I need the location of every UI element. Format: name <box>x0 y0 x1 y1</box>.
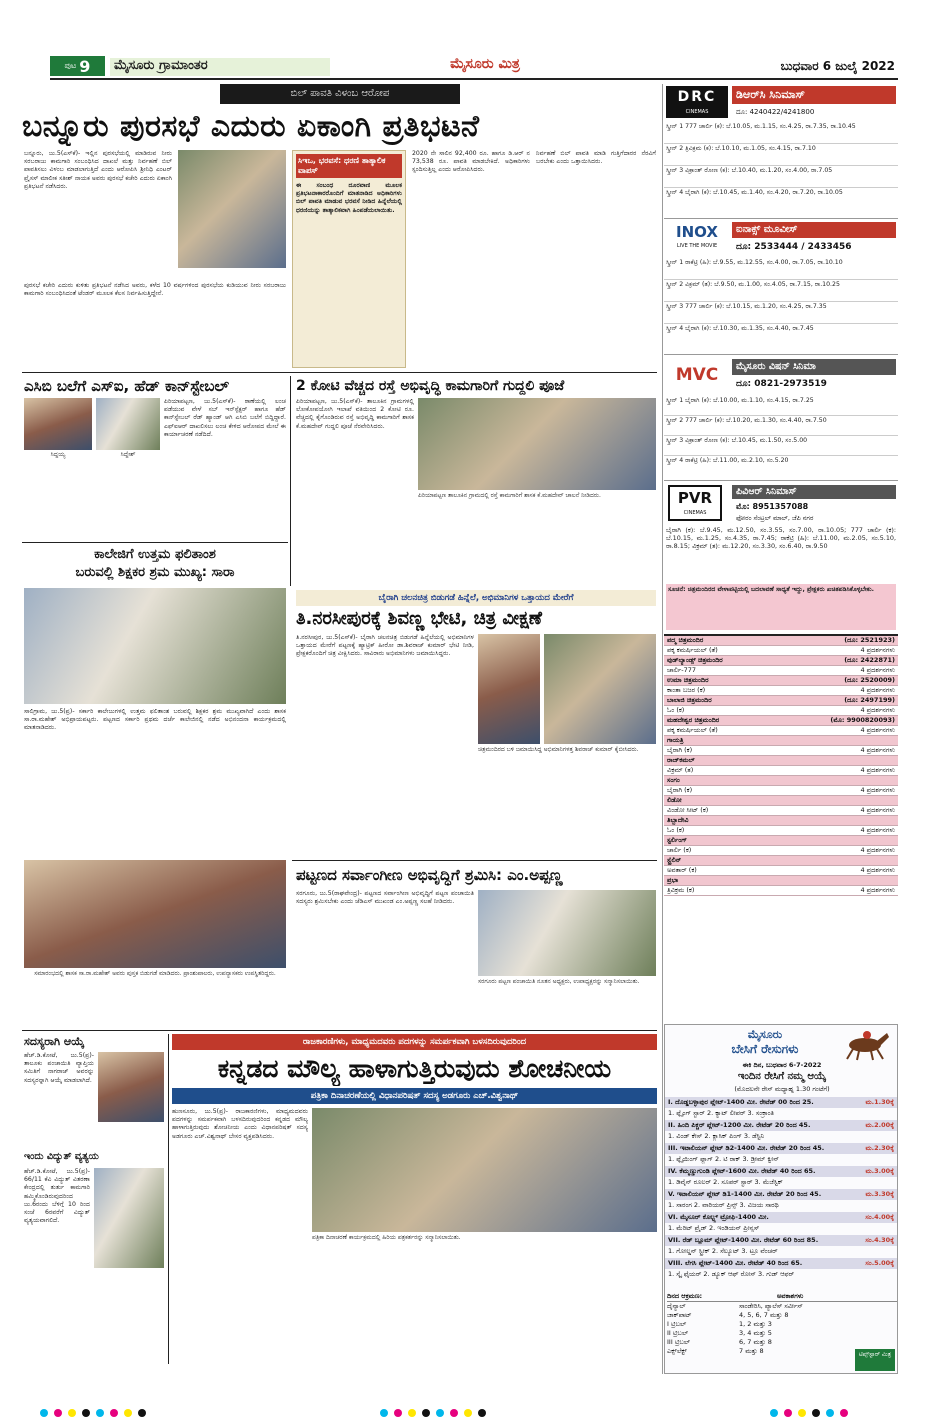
road-caption: ಪಿರಿಯಾಪಟ್ಟಣ ತಾಲೂಕಿನ ಗ್ರಾಮದಲ್ಲಿ ರಸ್ತೆ ಕಾಮಗಾರಿಗೆ ಶಾಸಕ ಕೆ.ಮಹದೇವ್ ಚಾಲನೆ ನೀಡಿದರು. <box>418 492 601 499</box>
movie-shows: 4 ಪ್ರದರ್ಶನಗಳು <box>860 746 895 754</box>
race-picks: 1. ಫ್ಲೈಯಿಂಗ್ ಫ್ಲಾಗ್ 2. ಟಿ ರಾಕ್ 3. ಡ್ರೀಮ್ ಕ್ವೀನ್ <box>668 1155 780 1163</box>
theatre-movie-row <box>664 886 898 896</box>
shivanna-photo-small <box>478 634 540 744</box>
races-box <box>664 1024 898 1374</box>
section-name: ಮೈಸೂರು ಗ್ರಾಮಾಂತರ <box>110 58 330 76</box>
pvr-logo <box>668 485 722 521</box>
pvr-logo-sub: CINEMAS <box>683 510 707 516</box>
drc-logo-sub: CINEMAS <box>685 109 709 115</box>
kannada-kicker-text: ರಾಜಕಾರಣಿಗಳು, ಮಾಧ್ಯಮದವರು ಪದಗಳನ್ನು ಸಮರ್ಪಕವಾಗಿ ಬಳಸದಿರುವುದರಿಂದ <box>302 1037 527 1047</box>
kannada-caption: ಪತ್ರಿಕಾ ದಿನಾಚರಣೆ ಕಾರ್ಯಕ್ರಮದಲ್ಲಿ ಹಿರಿಯ ಪತ್ರಕರ್ತರನ್ನು ಸನ್ಮಾನಿಸಲಾಯಿತು. <box>312 1234 461 1241</box>
appanna-body: ಸರಗೂರು, ಜು.5(ರಾಘವೇಂದ್ರ)- ಪಟ್ಟಣದ ಸರ್ವಾಂಗೀಣ ಅಭಿವೃದ್ಧಿಗೆ ಪಟ್ಟಣ ಪಂಚಾಯಿತಿ ಸದಸ್ಯರು ಶ್ರಮಿಸಬೇಕು ಎಂದು ಜೆಡಿಎಸ್ ಮುಖಂಡ ಎಂ.ಅಪ್ಪಣ್ಣ ಸಲಹೆ ನೀಡಿದರು. <box>296 890 474 906</box>
lead-headline: ಬನ್ನೂರು ಪುರಸಭೆ ಎದುರು ಏಕಾಂಗಿ ಪ್ರತಿಭಟನೆ <box>22 109 480 144</box>
acb-photo-left <box>24 398 92 450</box>
theatre-name-row <box>664 796 898 806</box>
race-title-row <box>665 1097 897 1108</box>
summary-head-left: ದಿನದ ಆಕ್ರಮಣ: <box>667 1292 703 1300</box>
movie-shows: 4 ಪ್ರದರ್ಶನಗಳು <box>860 826 895 834</box>
color-registration-marks <box>380 1402 580 1412</box>
pvr-schedule: ಬೈರಾಗಿ (ಕ): ಬೆ.9.45, ಮ.12.50, ಸಂ.3.55, ಸಂ.7.00, ರಾ.10.05; 777 ಚಾರ್ಲಿ (ಕ): ಬೆ.10.15, ಮ.1.25, ಸಂ.4.35, ರಾ.7.45; ರಾಕೆಟ್ರಿ (ಹಿ): ಬೆ.11.00, ಮ.2.05, ಸಂ.5.10, ರಾ.8.15; ವಿಕ್ರಮ್ (ತ): ಮ.12.20, ಸಂ.3.30, ಸಂ.6.40, ರಾ.9.50 <box>666 526 896 551</box>
kannada-body: ಹುಣಸೂರು, ಜು.5(ಪ್ರ)- ರಾಜಕಾರಣಿಗಳು, ಮಾಧ್ಯಮದವರು ಪದಗಳನ್ನು ಸಮರ್ಪಕವಾಗಿ ಬಳಸದಿರುವುದರಿಂದ ಕನ್ನಡದ ಮೌಲ್ಯ ಹಾಳಾಗುತ್ತಿರುವುದು ಶೋಚನೀಯ ಎಂದು ವಿಧಾನಪರಿಷತ್ ಸದಸ್ಯ ಅಡಗೂರು ಎಚ್.ವಿಶ್ವನಾಥ್ ಬೇಸರ ವ್ಯಕ್ತಪಡಿಸಿದರು. <box>172 1108 308 1140</box>
theatre-movie-row <box>664 786 898 796</box>
summary-label: ಜಾಕ್‌ಪಾಟ್ <box>667 1311 692 1319</box>
movie-title: ಬೈರಾಗಿ (ಕ) <box>667 786 693 794</box>
power-brief-body: ಹೆಚ್.ಡಿ.ಕೋಟೆ, ಜು.5(ಪ್ರ)- 66/11 ಕೆವಿ ವಿದ್ಯುತ್ ವಿತರಣಾ ಕೇಂದ್ರದಲ್ಲಿ ತುರ್ತು ಕಾಮಗಾರಿ ಹಮ್ಮಿಕೊಂಡಿರುವುದರಿಂದ ಜು.6ರಂದು ಬೆಳಿಗ್ಗೆ 10 ರಿಂದ ಸಂಜೆ 6ರವರೆಗೆ ವಿದ್ಯುತ್ ವ್ಯತ್ಯಯವಾಗಲಿದೆ. <box>24 1168 90 1225</box>
color-registration-marks <box>40 1402 240 1412</box>
drc-phone: ದೂ: 4240422/4241800 <box>736 108 815 116</box>
shivanna-kicker-text: ಬೈರಾಗಿ ಚಲನಚಿತ್ರ ಬಿಡುಗಡೆ ಹಿನ್ನೆಲೆ, ಅಭಿಮಾನಿಗಳ ಒತ್ತಾಯದ ಮೇರೆಗೆ <box>378 593 574 603</box>
theatre-name: ಪದ್ಮ ಚಿತ್ರಮಂದಿರ <box>667 636 704 644</box>
summary-row <box>667 1311 897 1320</box>
movie-shows: 4 ಪ್ರದರ್ಶನಗಳು <box>860 766 895 774</box>
movie-shows: 4 ಪ್ರದರ್ಶನಗಳು <box>860 886 895 894</box>
theatre-movie-row <box>664 806 898 816</box>
theatre-phone: (ದೂ: 2520009) <box>844 676 895 684</box>
race-list <box>665 1097 897 1287</box>
theatre-name-row <box>664 856 898 866</box>
horse-icon <box>837 1027 893 1061</box>
college-body: ಸಾಲಿಗ್ರಾಮ, ಜು.5(ಪ್ರ)- ಸರ್ಕಾರಿ ಕಾಲೇಜುಗಳಲ್ಲಿ ಉತ್ತಮ ಫಲಿತಾಂಶ ಬರುವಲ್ಲಿ ಶಿಕ್ಷಕರ ಶ್ರಮ ಮುಖ್ಯವಾಗಿದೆ ಎಂದು ಶಾಸಕ ಸಾ.ರಾ.ಮಹೇಶ್ ಅಭಿಪ್ರಾಯಪಟ್ಟರು. ಪಟ್ಟಣದ ಸರ್ಕಾರಿ ಪ್ರಥಮ ದರ್ಜೆ ಕಾಲೇಜಿನಲ್ಲಿ ನಡೆದ ಅಭಿನಂದನಾ ಕಾರ್ಯಕ್ರಮದಲ್ಲಿ ಮಾತನಾಡಿದರು. <box>24 708 286 732</box>
summary-row <box>667 1329 897 1338</box>
race-time: ಮ.3.30ಕ್ಕೆ <box>865 1190 894 1198</box>
race-title: V. ಇಟಾಲಿಯನ್ ಪ್ಲೇಟ್ ಡಿ1-1400 ಮೀ. ರೇಟೆಡ್ 20 ರಿಂದ 45. <box>668 1190 822 1198</box>
page-number: 9 <box>79 56 91 76</box>
theatre-movie-row <box>664 746 898 756</box>
race-picks: 1. ಡಿವೈನ್ ರೂಲರ್ 2. ಸೂಪರ್ ಸ್ಟಾರ್ 3. ಮೆಜೆಸ್ಟಿಕ್ <box>668 1178 783 1186</box>
summary-value: 6, 7 ಮತ್ತು 8 <box>739 1338 772 1346</box>
college-caption: ಸಮಾರಂಭದಲ್ಲಿ ಶಾಸಕ ಸಾ.ರಾ.ಮಹೇಶ್ ಅವರು ಪುಸ್ತಕ ಬಿಡುಗಡೆ ಮಾಡಿದರು. ಪ್ರಾಂಶುಪಾಲರು, ಉಪನ್ಯಾಸಕರು ಉಪಸ್ಥಿತರಿದ್ದರು. <box>34 970 276 977</box>
race-title-row <box>665 1258 897 1269</box>
college-headline-2: ಬರುವಲ್ಲಿ ಶಿಕ್ಷಕರ ಶ್ರಮ ಮುಖ್ಯ: ಸಾರಾ <box>75 565 235 580</box>
summary-label: I ಟ್ರಿಬಲ್ <box>667 1320 687 1328</box>
pvr-name: ಪಿವಿಆರ್ ಸಿನಿಮಾಸ್ <box>732 485 896 499</box>
power-photo <box>94 1168 164 1268</box>
summary-label: III ಟ್ರಿಬಲ್ <box>667 1338 691 1346</box>
mvc-name: ಮೈಸೂರು ವಿಷನ್ ಸಿನಿಮಾ <box>732 359 896 375</box>
theatre-list <box>664 634 898 1024</box>
race-title: I. ದೊಡ್ಡಬಳ್ಳಾಪುರ ಪ್ಲೇಟ್-1400 ಮೀ. ರೇಟೆಡ್ 00 ರಿಂದ 25. <box>668 1098 814 1106</box>
appanna-caption: ಸರಗೂರು ಪಟ್ಟಣ ಪಂಚಾಯಿತಿ ನೂತನ ಅಧ್ಯಕ್ಷರು, ಉಪಾಧ್ಯಕ್ಷರನ್ನು ಸನ್ಮಾನಿಸಲಾಯಿತು. <box>478 978 640 985</box>
mvc-phone: ದೂ: 0821-2973519 <box>736 379 827 389</box>
summary-label: ದೈನ್ಯಾಲ್ <box>667 1302 686 1310</box>
theatre-phone: (ದೂ: 2497199) <box>844 696 895 704</box>
theatre-movie-row <box>664 686 898 696</box>
summary-value: 3, 4 ಮತ್ತು 5 <box>739 1329 772 1337</box>
theatre-name: ಲಿಡೋ <box>667 796 682 804</box>
movie-shows: 4 ಪ್ರದರ್ಶನಗಳು <box>860 706 895 714</box>
movie-title: ಕಾಂತಾ ಬಜರ (ಕ) <box>667 686 706 694</box>
pvr-logo-text: PVR <box>677 489 713 507</box>
movie-title: ಪಕ್ಕ ಕಮರ್ಷಿಯಲ್ (ತೆ) <box>667 646 718 654</box>
kannada-subhead-text: ಪತ್ರಿಕಾ ದಿನಾಚರಣೆಯಲ್ಲಿ ವಿಧಾನಪರಿಷತ್ ಸದಸ್ಯ ಅಡಗೂರು ಎಚ್.ವಿಶ್ವನಾಥ್ <box>310 1091 519 1101</box>
appanna-body-2 <box>478 996 656 1026</box>
page-word: ಪುಟ <box>64 61 77 70</box>
race-title: VII. ರೆಡ್ ಬ್ಲೂಮ್ ಪ್ಲೇಟ್-1400 ಮೀ. ರೇಟೆಡ್ 60 ರಿಂದ 85. <box>668 1236 819 1244</box>
member-brief-title: ಸದಸ್ಯರಾಗಿ ಆಯ್ಕೆ <box>24 1035 85 1048</box>
race-time: ಸಂ.4.30ಕ್ಕೆ <box>865 1236 894 1244</box>
theatre-movie-row <box>664 666 898 676</box>
race-title: II. ಹಿಂದಿ ಪಿಕ್ಚರ್ ಪ್ಲೇಟ್-1200 ಮೀ. ರೇಟೆಡ್ 20 ರಿಂದ 45. <box>668 1121 811 1129</box>
member-brief-body: ಹೆಚ್.ಡಿ.ಕೋಟೆ, ಜು.5(ಪ್ರ)- ತಾಲೂಕು ಪಂಚಾಯಿತಿ ವ್ಯಾಪ್ತಿಯ ಸಮಿತಿಗೆ ನಾಗರಾಜ್ ಅವರನ್ನು ಸದಸ್ಯರನ್ನಾಗಿ ಆಯ್ಕೆ ಮಾಡಲಾಗಿದೆ. <box>24 1052 94 1084</box>
shivanna-headline: ತಿ.ನರಸೀಪುರಕ್ಕೆ ಶಿವಣ್ಣ ಭೇಟಿ, ಚಿತ್ರ ವೀಕ್ಷಣೆ <box>296 608 542 629</box>
inox-schedule <box>664 258 898 350</box>
movie-shows: 4 ಪ್ರದರ್ಶನಗಳು <box>860 726 895 734</box>
divider <box>292 860 657 861</box>
shivanna-body: ತಿ.ನರಸೀಪುರ, ಜು.5(ಎಸ್‌ಕೆ)- ಬೈರಾಗಿ ಚಲನಚಿತ್ರ ಬಿಡುಗಡೆ ಹಿನ್ನೆಲೆಯಲ್ಲಿ ಅಭಿಮಾನಿಗಳ ಒತ್ತಾಯದ ಮೇರೆಗೆ ಪಟ್ಟಣಕ್ಕೆ ಹ್ಯಾಟ್ರಿಕ್ ಹೀರೋ ಡಾ.ಶಿವರಾಜ್ ಕುಮಾರ್ ಭೇಟಿ ನೀಡಿ, ಪ್ರೇಕ್ಷಕರೊಂದಿಗೆ ಚಿತ್ರ ವೀಕ್ಷಿಸಿದರು. ಸಾವಿರಾರು ಅಭಿಮಾನಿಗಳು ಜಮಾಯಿಸಿದ್ದರು. <box>296 634 474 658</box>
theatre-movie-row <box>664 706 898 716</box>
mvc-logo <box>666 359 728 391</box>
inox-phone: ದೂ: 2533444 / 2433456 <box>736 242 852 252</box>
road-photo <box>418 398 656 490</box>
summary-head-right: ಅವಕಾಶಗಳು <box>777 1292 804 1300</box>
races-date: ಈಕಿ ದಿನ, ಬುಧವಾರ 6-7-2022 <box>742 1061 822 1069</box>
college-photo <box>24 588 286 704</box>
theatre-name: ರಾಜ್‌ಕಮಲ್ <box>667 756 695 764</box>
theatre-name: ಗಾಯತ್ರಿ <box>667 736 684 744</box>
movie-shows: 4 ಪ್ರದರ್ಶನಗಳು <box>860 846 895 854</box>
movie-title: ಪಕ್ಕ ಕಮರ್ಷಿಯಲ್ (ತೆ) <box>667 726 718 734</box>
theatre-phone: (ಮೊ: 9900820093) <box>830 716 895 724</box>
race-title-row <box>665 1212 897 1223</box>
kannada-headline: ಕನ್ನಡದ ಮೌಲ್ಯ ಹಾಳಾಗುತ್ತಿರುವುದು ಶೋಚನೀಯ <box>217 1054 612 1083</box>
appanna-photo <box>478 890 656 976</box>
theatre-name: ವುಡ್‌ಲ್ಯಾಂಡ್ಸ್ ಚಿತ್ರಮಂದಿರ <box>667 656 723 664</box>
pvr-address: ಫೋರಂ ಸೆಂಟ್ರಲ್ ಮಾಲ್, ಜೆಪಿ ನಗರ <box>736 514 814 522</box>
kannada-photo <box>312 1108 657 1232</box>
shivanna-caption: ಚಿತ್ರಮಂದಿರದ ಬಳಿ ಜಮಾಯಿಸಿದ್ದ ಅಭಿಮಾನಿಗಳತ್ತ ಶಿವರಾಜ್ ಕುಮಾರ್ ಕೈಬೀಸಿದರು. <box>478 746 639 753</box>
theatre-name-row <box>664 656 898 666</box>
drc-schedule <box>664 122 898 216</box>
member-photo <box>98 1052 164 1122</box>
summary-rows <box>667 1302 897 1356</box>
power-brief-title: ಇಂದು ವಿದ್ಯುತ್ ವ್ಯತ್ಯಯ <box>24 1151 99 1162</box>
theatre-name: ಪ್ರಭಾ <box>667 876 679 884</box>
mvc-row: ಸ್ಕ್ರೀನ್ 2 777 ಚಾರ್ಲಿ (ಕ): ಬೆ.10.20, ಮ.1.30, ಸಂ.4.40, ರಾ.7.50 <box>664 416 898 436</box>
movie-title: ಅವತಾರ್ (ಕ) <box>667 866 697 874</box>
race-time: ಮ.2.00ಕ್ಕೆ <box>865 1121 894 1129</box>
college-headline-1: ಕಾಲೇಜಿಗೆ ಉತ್ತಮ ಫಲಿತಾಂಶ <box>94 547 216 562</box>
acb-caption-left: ಸಿದ್ದಯ್ಯ <box>50 451 66 458</box>
theatre-name-row <box>664 676 898 686</box>
kannada-body-4 <box>544 1246 657 1364</box>
movie-title: ಓಂ (ಕ) <box>667 826 685 834</box>
theatre-name-row <box>664 816 898 826</box>
lead-kicker <box>220 84 460 104</box>
race-title-row <box>665 1235 897 1246</box>
lead-body-col5: ನಿರ್ವಹಣೆ ಬಿಲ್ ಪಾವತಿ ಮಾಡಿ ಗುತ್ತಿಗೆದಾರರ ನೆರವಿಗೆ ಬರಬೇಕು ಎಂದು ಒತ್ತಾಯಿಸಿದರು. <box>536 150 656 166</box>
lead-sidebar-text: ಈ ಸಂಬಂಧ ದೂರವಾಣಿ ಮೂಲಕ ಪ್ರತಿಭಟನಾಕಾರರೊಂದಿಗೆ ಮಾತನಾಡಿದ ಅಧಿಕಾರಿಗಳು ಬಿಲ್ ಪಾವತಿ ಮಾಡುವ ಭರವಸೆ ನೀಡಿದ ಹಿನ್ನೆಲೆಯಲ್ಲಿ ಧರಣಿಯನ್ನು ತಾತ್ಕಾಲಿಕವಾಗಿ ಹಿಂಪಡೆಯಲಾಯಿತು. <box>296 182 402 214</box>
race-picks: 1. ವಿಂಡ್ ಕೇಸ್ 2. ಕ್ಲಾಸಿಕ್ ಪಿಂಗ್ 3. ಡೆಸ್ಟಿನಿ <box>668 1132 765 1140</box>
theatre-name-row <box>664 776 898 786</box>
theatre-movie-row <box>664 846 898 856</box>
acb-body: ಪಿರಿಯಾಪಟ್ಟಣ, ಜು.5(ಎಸ್‌ಕೆ)- ಠಾಣೆಯಲ್ಲಿ ಲಂಚ ಪಡೆಯುವ ವೇಳೆ ಸಬ್ ಇನ್‌ಸ್ಪೆಕ್ಟರ್ ಹಾಗೂ ಹೆಡ್ ಕಾನ್‌ಸ್ಟೇಬಲ್ ರೆಡ್ ಹ್ಯಾಂಡ್ ಆಗಿ ಎಸಿಬಿ ಬಲೆಗೆ ಬಿದ್ದಿದ್ದಾರೆ. ಎಫ್‌ಐಆರ್ ದಾಖಲಿಸಲು ಲಂಚ ಕೇಳಿದ ಆರೋಪದ ಮೇಲೆ ಈ ಕಾರ್ಯಾಚರಣೆ ನಡೆದಿದೆ. <box>164 398 286 438</box>
movie-title: ವಿಂಡೋ ಸೀಟ್ (ಕ) <box>667 806 709 814</box>
inox-header <box>664 218 898 256</box>
divider <box>290 376 291 586</box>
road-body-2 <box>418 510 656 584</box>
summary-row <box>667 1302 897 1311</box>
theatre-phone: (ದೂ: 2521923) <box>844 636 895 644</box>
race-title: VIII. ಲೆಗಸಿ ಪ್ಲೇಟ್-1400 ಮೀ. ರೇಟೆಡ್ 40 ರಿಂದ 65. <box>668 1259 803 1267</box>
inox-logo <box>666 222 728 254</box>
shivanna-kicker <box>296 590 656 606</box>
theatre-phone: (ದೂ: 2422871) <box>844 656 895 664</box>
theatre-name: ಸಂಗಂ <box>667 776 680 784</box>
theatre-movie-row <box>664 646 898 656</box>
race-time: ಮ.2.30ಕ್ಕೆ <box>865 1144 894 1152</box>
race-time: ಸಂ.5.00ಕ್ಕೆ <box>865 1259 894 1267</box>
mvc-header <box>664 354 898 394</box>
acb-photo-right <box>96 398 160 450</box>
lead-photo <box>178 150 286 268</box>
kannada-body-3 <box>428 1246 540 1364</box>
page-label <box>50 56 105 76</box>
movie-shows: 4 ಪ್ರದರ್ಶನಗಳು <box>860 646 895 654</box>
race-time: ಮ.3.00ಕ್ಕೆ <box>865 1167 894 1175</box>
inox-row: ಸ್ಕ್ರೀನ್ 4 ಬೈರಾಗಿ (ಕ): ಬೆ.10.30, ಮ.1.35, ಸಂ.4.40, ರಾ.7.45 <box>666 325 814 332</box>
drc-row: ಸ್ಕ್ರೀನ್ 2 ತ್ರಿವಿಕ್ರಮ (ಕ): ಬೆ.10.10, ಮ.1.05, ಸಂ.4.15, ರಾ.7.10 <box>664 144 898 166</box>
movie-title: ಚಾರ್ಲಿ-777 <box>667 666 696 674</box>
masthead <box>50 54 898 80</box>
theatre-movie-row <box>664 826 898 836</box>
pvr-phone: ಮೊ: 8951357088 <box>736 502 809 511</box>
theatre-name: ಬಾಲಾಜಿ ಚಿತ್ರಮಂದಿರ <box>667 696 712 704</box>
summary-label: II ಟ್ರಿಬಲ್ <box>667 1329 689 1337</box>
road-body: ಪಿರಿಯಾಪಟ್ಟಣ, ಜು.5(ಎಸ್‌ಕೆ)- ತಾಲೂಕಿನ ಗ್ರಾಮಗಳಲ್ಲಿ ಲೋಕೋಪಯೋಗಿ ಇಲಾಖೆ ವತಿಯಿಂದ 2 ಕೋಟಿ ರೂ. ವೆಚ್ಚದಲ್ಲಿ ಕೈಗೊಂಡಿರುವ ರಸ್ತೆ ಅಭಿವೃದ್ಧಿ ಕಾಮಗಾರಿಗೆ ಶಾಸಕ ಕೆ.ಮಹದೇವ್ ಗುದ್ದಲಿ ಪೂಜೆ ನೆರವೇರಿಸಿದರು. <box>296 398 414 430</box>
kannada-body-2 <box>312 1246 424 1364</box>
movie-title: ಬೈರಾಗಿ (ಕ) <box>667 746 693 754</box>
race-picks: 1. ಸಾರಂಗ 2. ವಾರಿಯರ್ ಪ್ರಿನ್ಸ್ 3. ವಿಜಯ ಸಾರಥಿ <box>668 1201 779 1209</box>
kannada-subhead <box>172 1088 657 1104</box>
movie-shows: 4 ಪ್ರದರ್ಶನಗಳು <box>860 866 895 874</box>
lead-sidebar-title: ಸಿಇಒ, ಭರವಸೆ: ಧರಣಿ ತಾತ್ಕಾಲಿಕ ವಾಪಸ್ <box>296 154 402 178</box>
movie-title: ತ್ರಿವಿಕ್ರಮ (ಕ) <box>667 886 695 894</box>
divider <box>168 1034 169 1364</box>
race-title-row <box>665 1166 897 1177</box>
theatre-name-row <box>664 736 898 746</box>
lead-sidebar <box>292 150 406 368</box>
theatre-name-row <box>664 836 898 846</box>
divider <box>22 1030 657 1031</box>
mvc-row: ಸ್ಕ್ರೀನ್ 1 ಬೈರಾಗಿ (ಕ): ಬೆ.10.00, ಮ.1.10, ಸಂ.4.15, ರಾ.7.25 <box>664 396 898 416</box>
movie-shows: 4 ಪ್ರದರ್ಶನಗಳು <box>860 666 895 674</box>
drc-header <box>664 84 898 120</box>
race-title-row <box>665 1120 897 1131</box>
summary-value: 1, 2 ಮತ್ತು 3 <box>739 1320 772 1328</box>
drc-row: ಸ್ಕ್ರೀನ್ 4 ಬೈರಾಗಿ (ಕ): ಬೆ.10.45, ಮ.1.40, ಸಂ.4.20, ರಾ.7.20, ರಾ.10.05 <box>666 189 843 196</box>
acb-headline: ಎಸಿಬಿ ಬಲೆಗೆ ಎಸ್‌ಐ, ಹೆಡ್ ಕಾನ್‌ಸ್ಟೇಬಲ್ <box>24 377 229 395</box>
races-subtitle: ಇಂದಿನ ರೇಸಿಗೆ ನಮ್ಮ ಆಯ್ಕೆ <box>737 1071 827 1082</box>
shivanna-photo-crowd <box>544 634 656 744</box>
pvr-header <box>664 480 898 524</box>
drc-logo <box>666 86 728 118</box>
summary-label: ಎಕ್ಸ್‌ಲೆಕ್ಟ್ <box>667 1347 687 1355</box>
drc-row: ಸ್ಕ್ರೀನ್ 3 ವಿಕ್ರಾಂತ್ ರೋಣ (ಕ): ಬೆ.10.40, ಮ.1.20, ಸಂ.4.00, ರಾ.7.05 <box>664 166 898 188</box>
divider <box>22 372 657 373</box>
theatre-movie-row <box>664 726 898 736</box>
theatre-name: ತಿಬ್ಬಾದೇವಿ <box>667 816 689 824</box>
summary-row <box>667 1338 897 1347</box>
race-time: ಸಂ.4.00ಕ್ಕೆ <box>865 1213 894 1221</box>
inox-row: ಸ್ಕ್ರೀನ್ 3 777 ಚಾರ್ಲಿ (ಕ): ಬೆ.10.15, ಮ.1.20, ಸಂ.4.25, ರಾ.7.35 <box>664 302 898 324</box>
acb-caption-right: ಸಿದ್ದೇಶ್ <box>120 451 136 458</box>
road-headline: 2 ಕೋಟಿ ವೆಚ್ಚದ ರಸ್ತೆ ಅಭಿವೃದ್ಧಿ ಕಾಮಗಾರಿಗೆ ಗುದ್ದಲಿ ಪೂಜೆ <box>296 378 565 394</box>
drc-row: ಸ್ಕ್ರೀನ್ 1 777 ಚಾರ್ಲಿ (ಕ): ಬೆ.10.05, ಮ.1.15, ಸಂ.4.25, ರಾ.7.35, ರಾ.10.45 <box>664 122 898 144</box>
college-photo-2 <box>24 860 286 968</box>
pvr-note: ಸೂಚನೆ: ಚಿತ್ರಮಂದಿರದ ವೇಳಾಪಟ್ಟಿಯಲ್ಲಿ ಬದಲಾವಣೆ ಸಾಧ್ಯತೆ ಇದ್ದು, ಪ್ರೇಕ್ಷಕರು ಖಚಿತಪಡಿಸಿಕೊಳ್ಳಬೇಕು. <box>666 584 896 630</box>
inox-logo-text: INOX <box>676 223 718 241</box>
appanna-headline: ಪಟ್ಟಣದ ಸರ್ವಾಂಗೀಣ ಅಭಿವೃದ್ಧಿಗೆ ಶ್ರಮಿಸಿ: ಎಂ.ಅಪ್ಪಣ್ಣ <box>296 866 563 884</box>
race-picks: 1. ಮೆರಿಟ್ ಪ್ರೈಡ್ 2. ಇಂಡಿಯನ್ ಪ್ರೀನ್ಸಸ್ <box>668 1224 760 1232</box>
mvc-schedule <box>664 396 898 476</box>
lead-kicker-text: ಬಿಲ್ ಪಾವತಿ ವಿಳಂಬ ಆರೋಪ <box>290 88 390 99</box>
theatre-name-row <box>664 756 898 766</box>
race-picks: 1. ಸ್ಕೈ ಫೈಯರ್ 2. ಡ್ಯೂಕ್ ಆಫ್ ರೋಸ್ 3. ಗುಡ್ ಆಫರ್ <box>668 1270 795 1278</box>
theatre-name-row <box>664 876 898 886</box>
theatre-name-row <box>664 716 898 726</box>
movie-shows: 4 ಪ್ರದರ್ಶನಗಳು <box>860 686 895 694</box>
divider <box>22 542 288 543</box>
mvc-row: ಸ್ಕ್ರೀನ್ 4 ರಾಕೆಟ್ರಿ (ಹಿ): ಬೆ.11.00, ಮ.2.10, ಸಂ.5.20 <box>666 457 789 464</box>
theatre-movie-row <box>664 766 898 776</box>
shivanna-body-2 <box>478 766 656 858</box>
races-summary <box>667 1291 897 1373</box>
issue-date: ಬುಧವಾರ 6 ಜುಲೈ 2022 <box>780 59 895 73</box>
race-picks: 1. ಗೋಲ್ಡನ್ ಸ್ಟ್ರೀಕ್ 2. ಸೆಲ್ಯೂಟ್ 3. ಟ್ರೂ ವೆಂಚರ್ <box>668 1247 778 1255</box>
race-title: III. ಇಟಾಲಿಯನ್ ಪ್ಲೇಟ್ ಡಿ2-1400 ಮೀ. ರೇಟೆಡ್ 20 ರಿಂದ 45. <box>668 1144 825 1152</box>
races-title-2: ಬೇಸಿಗೆ ರೇಸುಗಳು <box>731 1042 799 1056</box>
movie-title: ಚಾರ್ಲಿ (ಕ) <box>667 846 692 854</box>
inox-row: ಸ್ಕ್ರೀನ್ 1 ರಾಕೆಟ್ರಿ (ಹಿ): ಬೆ.9.55, ಮ.12.55, ಸಂ.4.00, ರಾ.7.05, ರಾ.10.10 <box>664 258 898 280</box>
drc-logo-text: DRC <box>677 89 717 105</box>
kannada-kicker <box>172 1034 657 1050</box>
movie-title: ವಿಕ್ರಮ್ (ತ) <box>667 766 694 774</box>
lead-body-col1: ಬನ್ನೂರು, ಜು.5(ಎಸ್‌ಕೆ)- ಇಲ್ಲಿನ ಪುರಸಭೆಯಲ್ಲಿ ಮಾಡಿರುವ ನೀರು ಸರಬರಾಜು ಕಾಮಗಾರಿ ಸಂಬಂಧಿಸಿದ ದಾಖಲೆ ಮತ್ತು ನಿರ್ವಹಣೆ ಬಿಲ್ ಪಾವತಿಸಲು ವಿಳಂಬ ಮಾಡಲಾಗುತ್ತಿದೆ ಎಂದು ಆರೋಪಿಸಿ ಶ್ರೀನಿಧಿ ಎಂಟರ್ ಪ್ರೈಸಸ್ ಮಾಲೀಕ ಸತೀಶ್ ನಾಯಕ ಅವರು ಪುರಸಭೆ ಕಚೇರಿ ಎದುರು ಏಕಾಂಗಿ ಪ್ರತಿಭಟನೆ ನಡೆಸಿದರು. <box>24 150 172 190</box>
drc-name: ಡಿಆರ್‌ಸಿ ಸಿನಿಮಾಸ್ <box>732 86 896 104</box>
inox-row: ಸ್ಕ್ರೀನ್ 2 ವಿಕ್ರಮ್ (ತ): ಬೆ.9.50, ಮ.1.00, ಸಂ.4.05, ರಾ.7.15, ರಾ.10.25 <box>664 280 898 302</box>
lead-body-col2: ಪುರಸಭೆ ಕಚೇರಿ ಎದುರು ಕುಳಿತು ಪ್ರತಿಭಟನೆ ನಡೆಸಿದ ಅವರು, ಕಳೆದ 10 ವರ್ಷಗಳಿಂದ ಪುರಸಭೆಯ ಕುಡಿಯುವ ನೀರು ಸರಬರಾಜು ಕಾಮಗಾರಿ ಸಂಬಂಧಿಸಿದಂತೆ ಟೆಂಡರ್ ಮೂಲಕ ಕೆಲಸ ನಿರ್ವಹಿಸುತ್ತಿದ್ದೇನೆ. <box>24 282 286 298</box>
mvc-logo-text: MVC <box>675 365 719 385</box>
race-title: IV. ಕೆಮ್ಮಣ್ಣುಗುಂಡಿ ಪ್ಲೇಟ್-1600 ಮೀ. ರೇಟೆಡ್ 40 ರಿಂದ 65. <box>668 1167 816 1175</box>
color-registration-marks <box>770 1402 930 1412</box>
theatre-name: ಸ್ಟರ್ಲಿಂಗ್ <box>667 836 687 844</box>
races-title-1: ಮೈಸೂರು <box>747 1028 783 1041</box>
race-time: ಮ.1.30ಕ್ಕೆ <box>865 1098 894 1106</box>
race-title-row <box>665 1143 897 1154</box>
theatre-name: ಸ್ಟ್ರೆಲಿನ್ <box>667 856 682 864</box>
tips-tag: ಟಿಪ್ಸ್‌ಸ್ಟಾರ್ ಮಿತ್ರ <box>855 1349 895 1371</box>
theatre-name: ಉಮಾ ಚಿತ್ರಮಂದಿರ <box>667 676 709 684</box>
summary-value: 7 ಮತ್ತು 8 <box>739 1347 764 1355</box>
paper-name: ಮೈಸೂರು ಮಿತ್ರ <box>450 56 520 72</box>
movie-shows: 4 ಪ್ರದರ್ಶನಗಳು <box>860 786 895 794</box>
theatre-name: ಮಹದೇಶ್ವರ ಚಿತ್ರಮಂದಿರ <box>667 716 720 724</box>
race-title: VI. ಮೈಸೂರ್ ಕೊಲ್ಟ್ಸ್ ಟ್ರೋಫಿ-1400 ಮೀ. <box>668 1213 769 1221</box>
theatre-name-row <box>664 696 898 706</box>
movie-shows: 4 ಪ್ರದರ್ಶನಗಳು <box>860 806 895 814</box>
summary-value: 4, 5, 6, 7 ಮತ್ತು 8 <box>739 1311 789 1319</box>
summary-value: ಸಾಂಡೇರಿಸಿ, ಪ್ಯಾಲೆಸ್ ಸರ್ವೀಸ್ <box>739 1302 803 1310</box>
races-start-time: (ಮೊದಲನೇ ರೇಸ್ ಮಧ್ಯಾಹ್ನ 1.30 ಗಂಟೆಗೆ) <box>734 1085 830 1093</box>
summary-row <box>667 1320 897 1329</box>
mvc-row: ಸ್ಕ್ರೀನ್ 3 ವಿಕ್ರಾಂತ್ ರೋಣ (ಕ): ಬೆ.10.45, ಮ.1.50, ಸಂ.5.00 <box>664 436 898 456</box>
inox-logo-sub: LIVE THE MOVIE <box>676 243 718 249</box>
theatre-movie-row <box>664 866 898 876</box>
acb-body-lower <box>24 460 160 538</box>
theatre-name-row <box>664 636 898 646</box>
race-title-row <box>665 1189 897 1200</box>
race-picks: 1. ಫ್ಲೈಂಗ್ ಸ್ಟಾರ್ 2. ಕ್ಯಾಟ್ ಲೀಪರ್ 3. ಸಂಕ್ರಾಂತಿ <box>668 1109 774 1117</box>
movie-title: ಓಂ (ಕ) <box>667 706 685 714</box>
lead-body-col4: 2020 ನೇ ಸಾಲಿನ 92,400 ರೂ. ಹಾಗೂ ಡಿ.ಆರ್ ನ 73,538 ರೂ. ಪಾವತಿ ಮಾಡಬೇಕಿದೆ. ಅಧಿಕಾರಿಗಳು ಸ್ಪಂದಿಸುತ್ತಿಲ್ಲ ಎಂದು ಆರೋಪಿಸಿದರು. <box>412 150 530 174</box>
inox-name: ಐನಾಕ್ಸ್ ಮೂವೀಸ್ <box>732 222 896 238</box>
